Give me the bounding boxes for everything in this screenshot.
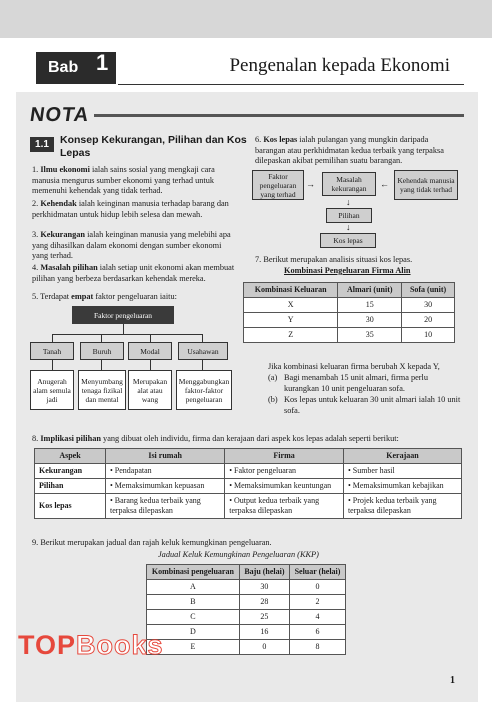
flow-cost-box: Kos lepas xyxy=(320,233,376,248)
desc-tanah: Anugerah alam semula jadi xyxy=(30,370,74,410)
table-cell: A xyxy=(147,580,240,595)
table-row xyxy=(244,298,455,313)
table-header: Aspek xyxy=(35,449,106,464)
connector xyxy=(52,360,53,370)
page-number: 1 xyxy=(450,675,455,686)
table-cell: • Pendapatan xyxy=(106,464,225,479)
list-item-5: 5. Terdapat empat faktor pengeluaran iaitu: xyxy=(32,292,177,301)
table-header-row xyxy=(147,565,346,580)
table-cell: 0 xyxy=(239,640,289,655)
table-cell: • Barang kedua terbaik yang terpaksa dilepaskan xyxy=(106,494,225,519)
connector xyxy=(101,334,102,342)
table-cell: 16 xyxy=(239,625,289,640)
table-row xyxy=(244,313,455,328)
connector xyxy=(101,360,102,370)
list-item-4: 4. Masalah pilihan ialah setiap unit ekonomi akan membuat pilihan yang berbeza berdasarkan kehendak mereka. xyxy=(32,263,235,283)
arrow-left-icon: ← xyxy=(380,179,389,189)
table-cell: • Faktor pengeluaran xyxy=(225,464,344,479)
table-row xyxy=(35,479,462,494)
connector xyxy=(150,360,151,370)
table-row xyxy=(244,328,455,343)
section-number: 1.1 xyxy=(30,137,54,152)
bab-label: Bab xyxy=(48,59,79,76)
nota-rule xyxy=(94,114,464,117)
title-rule xyxy=(118,84,464,85)
table-cell: Y xyxy=(244,313,338,328)
connector xyxy=(123,324,124,334)
table-cell: 6 xyxy=(290,625,346,640)
factor-usahawan: Usahawan xyxy=(178,342,228,360)
list-item-9: 9. Berikut merupakan jadual dan rajah keluk kemungkinan pengeluaran. xyxy=(32,538,272,547)
flow-right-box: Kehendak manusia yang tidak terhad xyxy=(394,170,458,200)
table-cell: 4 xyxy=(290,610,346,625)
table-title-kkp: Jadual Keluk Kemungkinan Pengeluaran (KKP) xyxy=(158,550,319,559)
table-header: Baju (helai) xyxy=(239,565,289,580)
factor-tanah: Tanah xyxy=(30,342,74,360)
table-cell: 2 xyxy=(290,595,346,610)
table-header: Almari (unit) xyxy=(338,283,402,298)
table-cell: 10 xyxy=(402,328,455,343)
table-cell: E xyxy=(147,640,240,655)
table-header: Kombinasi Keluaran xyxy=(244,283,338,298)
table-cell: Kos lepas xyxy=(35,494,106,519)
list-item-1: 1. Ilmu ekonomi ialah sains sosial yang mengkaji cara manusia mengurus sumber ekonomi yang terhad untuk memenuhi kehendak yang tidak terhad. xyxy=(32,165,215,195)
connector xyxy=(52,334,53,342)
table-cell: 8 xyxy=(290,640,346,655)
alin-table xyxy=(243,282,455,343)
sub-label-b: (b) xyxy=(268,395,278,404)
alin-note: Jika kombinasi keluaran firma berubah X kepada Y, xyxy=(268,362,440,371)
desc-usahawan: Menggabungkan faktor-faktor pengeluaran xyxy=(176,370,232,410)
table-row xyxy=(35,494,462,519)
list-item-3: 3. Kekurangan ialah keinginan manusia yang melebihi apa yang dihasilkan dalam ekonomi dengan sumber ekonomi yang terhad. xyxy=(32,230,231,260)
flow-choice-box: Pilihan xyxy=(326,208,372,223)
table-cell: 30 xyxy=(402,298,455,313)
kkp-table xyxy=(146,564,346,655)
sub-text-a: Bagi menambah 15 unit almari, firma perlu kurangkan 10 unit pengeluaran sofa. xyxy=(284,373,429,393)
list-item-7: 7. Berikut merupakan analisis situasi kos lepas. xyxy=(255,255,413,264)
table-cell: 0 xyxy=(290,580,346,595)
table-header: Seluar (helai) xyxy=(290,565,346,580)
chapter-number: 1 xyxy=(96,50,109,75)
table-header-row xyxy=(35,449,462,464)
table-cell: 25 xyxy=(239,610,289,625)
list-item-8: 8. Implikasi pilihan yang dibuat oleh individu, firma dan kerajaan dari aspek kos lepas adalah seperti berikut: xyxy=(32,434,399,443)
table-cell: B xyxy=(147,595,240,610)
table-cell: C xyxy=(147,610,240,625)
implication-table xyxy=(34,448,462,519)
table-cell: Z xyxy=(244,328,338,343)
table-header: Firma xyxy=(225,449,344,464)
table-title-alin: Kombinasi Pengeluaran Firma Alin xyxy=(284,266,411,275)
list-item-6: 6. Kos lepas ialah pulangan yang mungkin daripada barangan atau perkhidmatan kedua terbaik yang terpaksa dilepaskan akibat pemilihan suatu barangan. xyxy=(255,135,444,165)
table-cell: • Memaksimumkan kepuasan xyxy=(106,479,225,494)
section-title: Konsep Kekurangan, Pilihan dan Kos Lepas xyxy=(60,134,247,159)
flow-center-box: Masalah kekurangan xyxy=(322,172,376,196)
table-row xyxy=(147,580,346,595)
table-row xyxy=(147,640,346,655)
arrow-down-icon: ↓ xyxy=(346,197,351,207)
table-header: Isi rumah xyxy=(106,449,225,464)
nota-heading: NOTA xyxy=(28,104,91,126)
table-cell: • Projek kedua terbaik yang terpaksa dilepaskan xyxy=(343,494,461,519)
desc-buruh: Menyumbang tenaga fizikal dan mental xyxy=(78,370,126,410)
connector xyxy=(202,360,203,370)
table-header: Sofa (unit) xyxy=(402,283,455,298)
table-cell: X xyxy=(244,298,338,313)
table-header: Kombinasi pengeluaran xyxy=(147,565,240,580)
table-cell: 20 xyxy=(402,313,455,328)
arrow-right-icon: → xyxy=(306,179,315,189)
table-cell: • Memaksimumkan keuntungan xyxy=(225,479,344,494)
sub-text-b: Kos lepas untuk keluaran 30 unit almari ialah 10 unit sofa. xyxy=(284,395,461,415)
table-row xyxy=(147,625,346,640)
topbooks-watermark-logo: TOPBooks xyxy=(18,630,164,660)
arrow-down-icon: ↓ xyxy=(346,222,351,232)
connector xyxy=(52,334,202,335)
table-cell: 15 xyxy=(338,298,402,313)
chapter-title: Pengenalan kepada Ekonomi xyxy=(229,55,450,76)
table-cell: 30 xyxy=(239,580,289,595)
table-row xyxy=(147,595,346,610)
table-cell: • Memaksimumkan kebajikan xyxy=(343,479,461,494)
list-item-2: 2. Kehendak ialah keinginan manusia terhadap barang dan perkhidmatan untuk hidup lebih selesa dan mewah. xyxy=(32,199,229,219)
flow-left-box: Faktor pengeluaran yang terhad xyxy=(252,170,304,200)
table-header-row xyxy=(244,283,455,298)
desc-modal: Merupakan alat atau wang xyxy=(128,370,172,410)
factor-modal: Modal xyxy=(128,342,172,360)
table-cell: 30 xyxy=(338,313,402,328)
connector xyxy=(202,334,203,342)
table-row xyxy=(35,464,462,479)
table-header: Kerajaan xyxy=(343,449,461,464)
table-cell: 35 xyxy=(338,328,402,343)
factor-root-box: Faktor pengeluaran xyxy=(72,306,174,324)
table-cell: • Sumber hasil xyxy=(343,464,461,479)
sub-label-a: (a) xyxy=(268,373,278,382)
factor-buruh: Buruh xyxy=(80,342,124,360)
table-cell: Pilihan xyxy=(35,479,106,494)
table-cell: D xyxy=(147,625,240,640)
top-band xyxy=(0,0,492,38)
table-cell: 28 xyxy=(239,595,289,610)
table-cell: Kekurangan xyxy=(35,464,106,479)
connector xyxy=(150,334,151,342)
table-row xyxy=(147,610,346,625)
table-cell: • Output kedua terbaik yang terpaksa dilepaskan xyxy=(225,494,344,519)
